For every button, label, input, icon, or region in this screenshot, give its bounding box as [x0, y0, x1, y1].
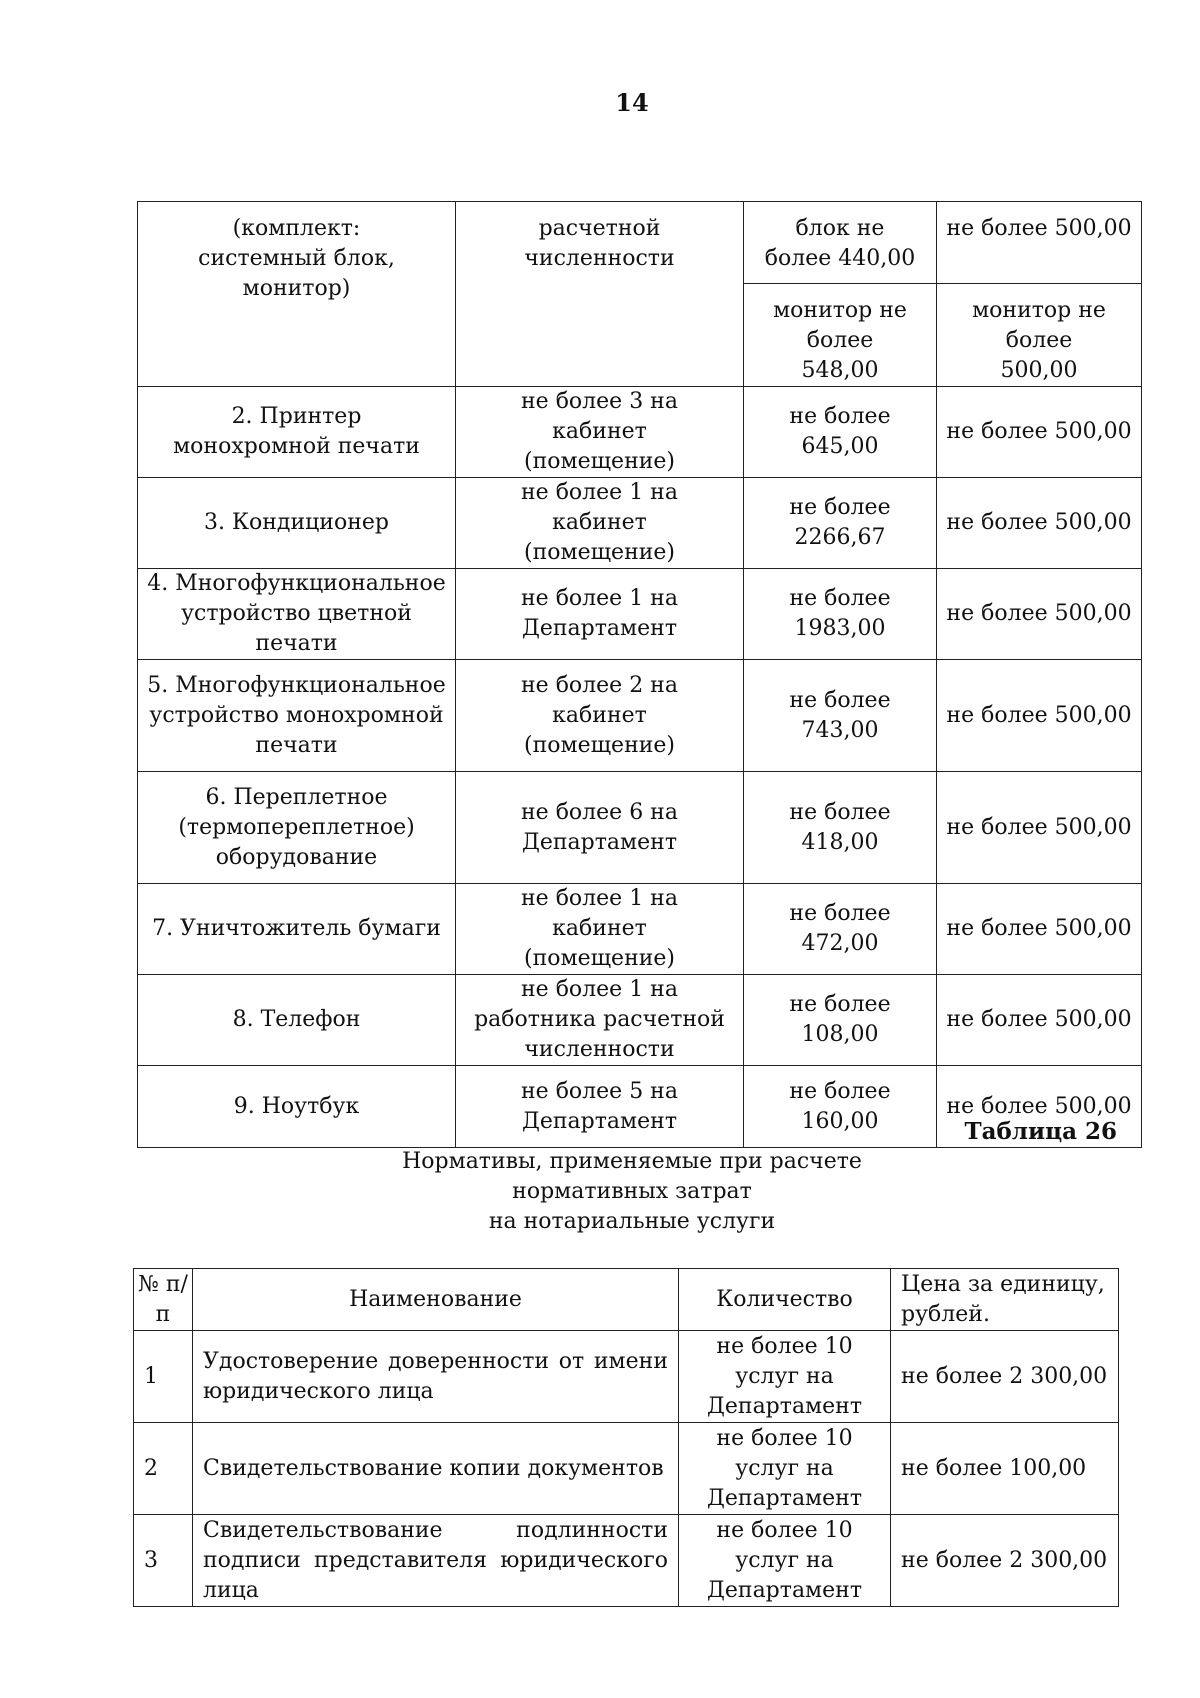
table-cell-quantity: расчетной численности — [456, 202, 744, 387]
table-cell-price: не более 2266,67 — [744, 478, 937, 569]
page-number: 14 — [615, 88, 649, 117]
header-name: Наименование — [193, 1269, 679, 1331]
table-cell-price: не более 472,00 — [744, 884, 937, 975]
table-cell-name: (комплект: системный блок, монитор) — [138, 202, 456, 387]
table-cell-price: не более 1983,00 — [744, 569, 937, 660]
table-title-line: нормативных затрат — [512, 1179, 752, 1204]
table-cell-service: не более 500,00 — [937, 387, 1142, 478]
table-cell-name: Свидетельствование подлинности подписи представителя юридического лица — [193, 1515, 679, 1607]
table-cell-name: Удостоверение доверенности от имени юридического лица — [193, 1331, 679, 1423]
table-cell-price: не более 418,00 — [744, 772, 937, 884]
table-cell-quantity: не более 6 на Департамент — [456, 772, 744, 884]
table-row — [134, 1515, 1119, 1607]
table-cell-name: 9. Ноутбук — [138, 1066, 456, 1148]
table-cell-num: 2 — [134, 1423, 193, 1515]
table-cell-price: не более 160,00 — [744, 1066, 937, 1148]
table-cell-price: блок не более 440,00 — [744, 202, 937, 284]
table-cell-service: не более 500,00 — [937, 202, 1142, 284]
table-cell-quantity: не более 1 на кабинет (помещение) — [456, 478, 744, 569]
table-row — [134, 1423, 1119, 1515]
header-num: № п/п — [134, 1269, 193, 1331]
table-title — [0, 1147, 1200, 1237]
table-title-line: Нормативы, применяемые при расчете — [402, 1149, 862, 1174]
table-cell-price: не более 2 300,00 — [891, 1331, 1119, 1423]
table-cell-service: не более 500,00 — [937, 975, 1142, 1066]
table-cell-service: монитор не более 500,00 — [937, 284, 1142, 387]
table-cell-quantity: не более 2 на кабинет (помещение) — [456, 660, 744, 772]
table-cell-quantity: не более 1 на работника расчетной численности — [456, 975, 744, 1066]
table-row — [134, 1331, 1119, 1423]
table-cell-service: не более 500,00 — [937, 1066, 1142, 1148]
table-row — [138, 387, 1142, 478]
table-row — [138, 772, 1142, 884]
table-label: Таблица 26 — [964, 1118, 1117, 1145]
table-row — [138, 478, 1142, 569]
table-cell-num: 1 — [134, 1331, 193, 1423]
equipment-table — [137, 201, 1142, 1148]
table-cell-quantity: не более 1 на Департамент — [456, 569, 744, 660]
table-cell-quantity: не более 5 на Департамент — [456, 1066, 744, 1148]
table-cell-qty: не более 10 услуг на Департамент — [679, 1423, 891, 1515]
table-cell-service: не более 500,00 — [937, 772, 1142, 884]
table-cell-price: не более 100,00 — [891, 1423, 1119, 1515]
table-cell-qty: не более 10 услуг на Департамент — [679, 1515, 891, 1607]
table-cell-qty: не более 10 услуг на Департамент — [679, 1331, 891, 1423]
table-row — [138, 660, 1142, 772]
table-header-row — [134, 1269, 1119, 1331]
table-cell-name: 8. Телефон — [138, 975, 456, 1066]
table-row — [138, 884, 1142, 975]
table-title-line: на нотариальные услуги — [488, 1209, 776, 1234]
table-row — [138, 975, 1142, 1066]
table-cell-service: не более 500,00 — [937, 884, 1142, 975]
table-cell-name: 7. Уничтожитель бумаги — [138, 884, 456, 975]
table-cell-price: не более 645,00 — [744, 387, 937, 478]
table-cell-price: монитор не более 548,00 — [744, 284, 937, 387]
table-cell-name: Свидетельствование копии документов — [193, 1423, 679, 1515]
notary-services-table — [133, 1268, 1119, 1607]
table-row — [138, 569, 1142, 660]
table-cell-name: 6. Переплетное (термопереплетное) оборудование — [138, 772, 456, 884]
header-qty: Количество — [679, 1269, 891, 1331]
table-cell-price: не более 108,00 — [744, 975, 937, 1066]
table-cell-name: 5. Многофункциональное устройство монохромной печати — [138, 660, 456, 772]
header-price: Цена за единицу, рублей. — [891, 1269, 1119, 1331]
table-cell-price: не более 2 300,00 — [891, 1515, 1119, 1607]
table-cell-name: 2. Принтер монохромной печати — [138, 387, 456, 478]
table-cell-name: 4. Многофункциональное устройство цветной печати — [138, 569, 456, 660]
table-cell-service: не более 500,00 — [937, 478, 1142, 569]
table-cell-num: 3 — [134, 1515, 193, 1607]
table-cell-service: не более 500,00 — [937, 660, 1142, 772]
table-cell-service: не более 500,00 — [937, 569, 1142, 660]
table-cell-quantity: не более 3 на кабинет (помещение) — [456, 387, 744, 478]
table-cell-name: 3. Кондиционер — [138, 478, 456, 569]
table-cell-price: не более 743,00 — [744, 660, 937, 772]
table-cell-quantity: не более 1 на кабинет (помещение) — [456, 884, 744, 975]
